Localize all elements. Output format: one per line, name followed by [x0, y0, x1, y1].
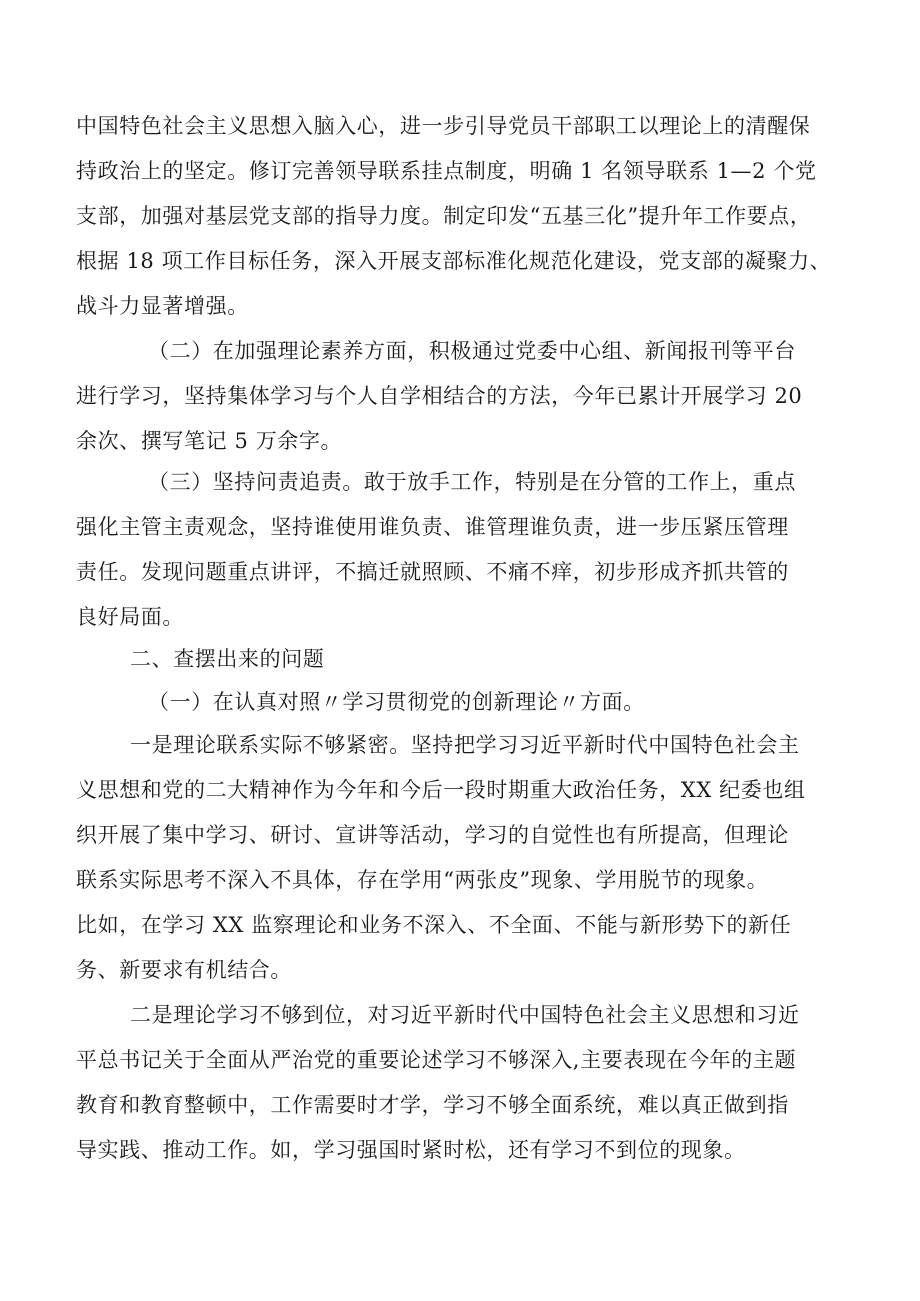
section-heading: （二）在加强理论素养方面，积极通过党委中心组、新闻报刊等平台 [148, 339, 796, 363]
paragraph-line: 织开展了集中学习、研讨、宣讲等活动，学习的自觉性也有所提高，但理论 [76, 823, 789, 847]
paragraph-line: 战斗力显著增强。 [76, 294, 249, 318]
paragraph-line: 教育和教育整顿中，工作需要时才学，学习不够全面系统，难以真正做到指 [76, 1093, 789, 1117]
section-heading: （三）坚持问责追责。敢于放手工作，特别是在分管的工作上，重点 [148, 470, 796, 494]
paragraph-line: 二是理论学习不够到位，对习近平新时代中国特色社会主义思想和习近 [130, 1003, 800, 1027]
paragraph-line: 支部，加强对基层党支部的指导力度。制定印发“五基三化”提升年工作要点， [76, 204, 812, 228]
paragraph-line: 责任。发现问题重点讲评，不搞迁就照顾、不痛不痒，初步形成齐抓共管的 [76, 560, 789, 584]
paragraph-line: 进行学习，坚持集体学习与个人自学相结合的方法，今年已累计开展学习 20 [76, 384, 803, 408]
section-heading: （一）在认真对照〃学习贯彻党的创新理论〃方面。 [148, 690, 645, 714]
paragraph-line: 根据 18 项工作目标任务，深入开展支部标准化规范化建设，党支部的凝聚力、 [76, 249, 832, 273]
paragraph-line: 平总书记关于全面从严治党的重要论述学习不够深入,主要表现在今年的主题 [76, 1048, 797, 1072]
paragraph-line: 导实践、推动工作。如，学习强国时紧时松，还有学习不到位的现象。 [76, 1138, 746, 1162]
paragraph-line: 一是理论联系实际不够紧密。坚持把学习习近平新时代中国特色社会主 [130, 733, 800, 757]
paragraph-line: 联系实际思考不深入不具体，存在学用“两张皮”现象、学用脱节的现象。 [76, 868, 769, 892]
paragraph-line: 余次、撰写笔记 5 万余字。 [76, 429, 343, 453]
paragraph-line: 强化主管主责观念，坚持谁使用谁负责、谁管理谁负责，进一步压紧压管理 [76, 515, 789, 539]
paragraph-line: 务、新要求有机结合。 [76, 958, 292, 982]
paragraph-line: 中国特色社会主义思想入脑入心，进一步引导党员干部职工以理论上的清醒保 [76, 114, 811, 138]
chapter-heading: 二、查摆出来的问题 [130, 647, 325, 671]
paragraph-line: 良好局面。 [76, 605, 184, 629]
paragraph-line: 义思想和党的二大精神作为今年和今后一段时期重大政治任务，XX 纪委也组 [76, 778, 806, 802]
paragraph-line: 比如，在学习 XX 监察理论和业务不深入、不全面、不能与新形势下的新任 [76, 913, 792, 937]
paragraph-line: 持政治上的坚定。修订完善领导联系挂点制度，明确 1 名领导联系 1—2 个党 [76, 159, 817, 183]
